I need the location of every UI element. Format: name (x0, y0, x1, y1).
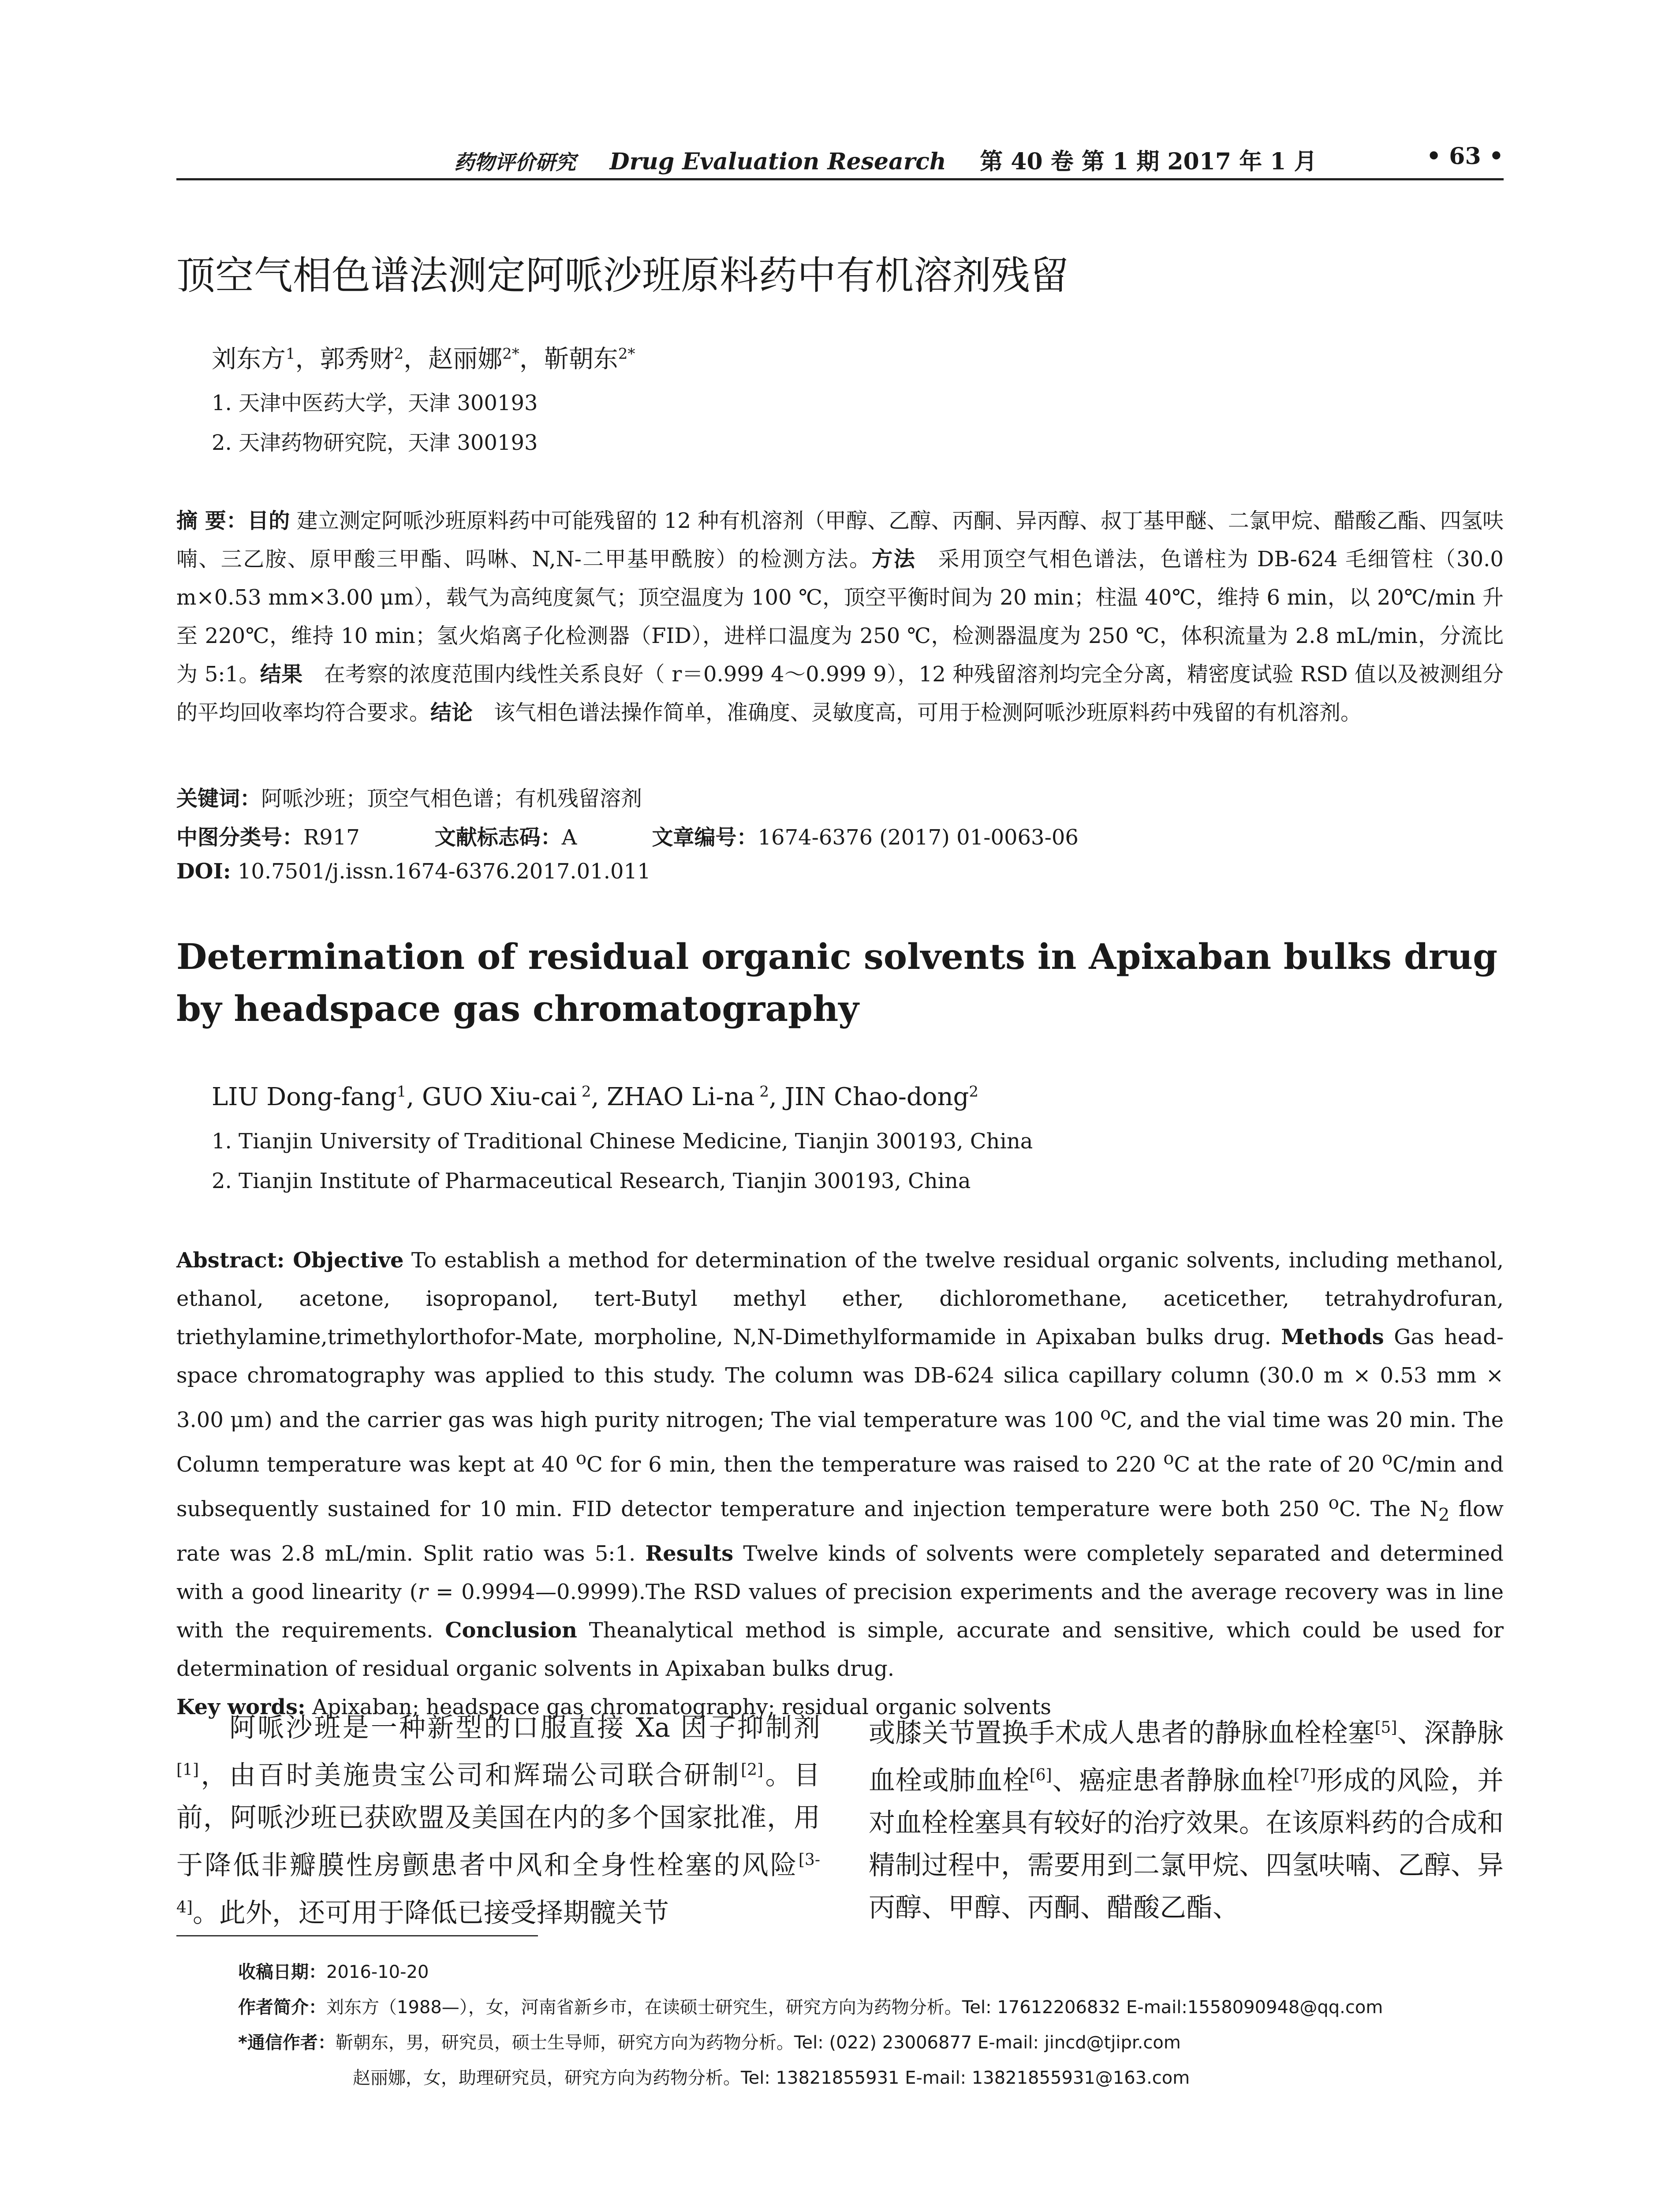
author-sup: 2 (754, 1083, 769, 1101)
citation[interactable]: [3-4] (176, 1851, 820, 1917)
header-rule (176, 178, 1504, 180)
body-column-right (869, 1707, 1504, 1929)
author: GUO Xiu-cai (422, 1083, 577, 1111)
methods-text: C. The N (1339, 1497, 1438, 1521)
journal-name-en: Drug Evaluation Research (609, 148, 946, 175)
body-text: 、深静脉血栓或肺血栓 (869, 1718, 1504, 1796)
methods-text: C for 6 min, then the temperature was raised to 220 (586, 1452, 1164, 1477)
journal-volume: 第 40 卷 第 1 期 2017 年 1 月 (980, 148, 1317, 175)
results-text: Twelve kinds of solvents were completely separated and determined with a good linearity ( (176, 1541, 1504, 1604)
doc-code-label: 文献标志码： (434, 825, 562, 850)
clc-label: 中图分类号： (176, 825, 304, 850)
doi-label: DOI: (176, 859, 231, 884)
running-header (176, 140, 1504, 180)
authors-zh: 刘东方$^1$，郭秀财$^2$，赵丽娜$^{2*}$，靳朝东$^{2*}$ (212, 345, 635, 374)
author-sup: 2 (394, 345, 404, 363)
classification-line (176, 820, 1079, 851)
authors-en: LIU Dong-fang$^1$, GUO Xiu-cai $^2$, ZHAO Li-na $^2$, JIN Chao-dong$^2$ (212, 1083, 979, 1111)
degree-sup: o (1382, 1448, 1393, 1469)
author: LIU Dong-fang (212, 1083, 397, 1111)
methods-text: flow rate was 2.8 mL/min. Split ratio was 5:1. (176, 1497, 1504, 1566)
received-label: 收稿日期： (238, 1962, 326, 1982)
author-sup: 1 (396, 1083, 407, 1101)
results-text: 在考察的浓度范围内线性关系良好（ r＝0.999 4～0.999 9），12 种残留溶剂均完全分离，精密度试验 RSD 值以及被测组分的平均回收率均符合要求。 (176, 662, 1504, 725)
objective-text: 建立测定阿哌沙班原料药中可能残留的 12 种有机溶剂（甲醇、乙醇、丙酮、异丙醇、叔丁基甲醚、二氯甲烷、醋酸乙酯、四氢呋喃、三乙胺、原甲酸三甲酯、吗啉、N,N-二甲基甲酰胺）的检测方法。 (176, 508, 1504, 572)
article-no-value: 1674-6376 (2017) 01-0063-06 (758, 825, 1079, 850)
body-text: 阿哌沙班是一种新型的口服直接 Xa 因子抑制剂 (229, 1712, 820, 1743)
affiliation-zh-2: 2. 天津药物研究院，天津 300193 (212, 430, 538, 455)
author: 赵丽娜 (428, 345, 503, 374)
body-text: ，由百时美施贵宝公司和辉瑞公司联合研制 (199, 1760, 741, 1791)
journal-info (454, 143, 1317, 176)
body-text: 、癌症患者静脉血栓 (1052, 1765, 1294, 1796)
citation[interactable]: [7] (1293, 1766, 1316, 1784)
methods-text: C at the rate of 20 (1174, 1452, 1382, 1477)
keywords-label: 关键词： (176, 786, 261, 811)
author: 刘东方 (212, 345, 286, 374)
results-label: 结果 (260, 662, 303, 687)
conclusion-label: Conclusion (445, 1618, 577, 1643)
keywords-zh (176, 781, 642, 812)
footnote-rule (176, 1935, 538, 1936)
citation[interactable]: [2] (741, 1761, 764, 1779)
subscript: 2 (1438, 1505, 1450, 1525)
footnote-bio (238, 1993, 1383, 2018)
doi-link[interactable]: 10.7501/j.issn.1674-6376.2017.01.011 (231, 859, 651, 884)
degree-sup: o (1100, 1404, 1111, 1424)
bio-text: 刘东方（1988—），女，河南省新乡市，在读硕士研究生，研究方向为药物分析。Tel: 17612206832 E-mail:1558090948@qq.com (326, 1997, 1383, 2018)
received-date: 2016-10-20 (326, 1962, 429, 1982)
abstract-zh (176, 502, 1504, 732)
author-sup: 2 (969, 1083, 979, 1101)
author: 郭秀财 (320, 345, 394, 374)
affiliation-en-2: 2. Tianjin Institute of Pharmaceutical Research, Tianjin 300193, China (212, 1169, 971, 1193)
journal-seal-logo: 药物评价研究 (454, 150, 576, 174)
citation[interactable]: [6] (1029, 1766, 1052, 1784)
abstract-objective-label: Abstract: Objective (176, 1248, 404, 1273)
clc-value: R917 (303, 825, 360, 850)
conclusion-text: 该气相色谱法操作简单，准确度、灵敏度高，可用于检测阿哌沙班原料药中残留的有机溶剂。 (473, 700, 1362, 725)
objective-label: 目的 (247, 508, 290, 533)
citation[interactable]: [1] (176, 1761, 199, 1779)
article-no-label: 文章编号： (652, 825, 758, 850)
footnote-corresponding-2: 赵丽娜，女，助理研究员，研究方向为药物分析。Tel: 13821855931 E-mail: 13821855931@163.com (353, 2068, 1190, 2088)
methods-text: 采用顶空气相色谱法，色谱柱为 DB-624 毛细管柱（30.0 m×0.53 mm×3.00 μm），载气为高纯度氮气；顶空温度为 100 ℃，顶空平衡时间为 20 min；柱温 40℃，维持 6 min，以 20℃/min 升至 220℃，维持 10 min；氢火焰离子化检测器（FID），进样口温度为 250 ℃，检测器温度为 250 ℃，体积流量为 2.8 mL/min，分流比为 5:1。 (176, 547, 1504, 687)
body-column-left (176, 1707, 820, 1934)
citation[interactable]: [5] (1374, 1719, 1397, 1737)
conclusion-label: 结论 (430, 700, 473, 725)
author: ZHAO Li-na (607, 1083, 755, 1111)
methods-label: 方法 (871, 547, 916, 572)
results-label: Results (645, 1541, 734, 1566)
degree-sup: o (576, 1448, 587, 1469)
methods-label: Methods (1281, 1325, 1384, 1349)
bio-label: 作者简介： (238, 1997, 326, 2018)
affiliation-en-1: 1. Tianjin University of Traditional Chinese Medicine, Tianjin 300193, China (212, 1129, 1033, 1154)
body-text: 。此外，还可用于降低已接受择期髋关节 (192, 1898, 669, 1928)
author-sup: 2 (577, 1083, 591, 1101)
degree-sup: o (1163, 1448, 1174, 1469)
title-en: Determination of residual organic solvents in Apixaban bulks drug by headspace gas chromatography (176, 936, 1498, 1029)
methods-text: C, and the vial time was 20 min. The Column temperature was kept at 40 (176, 1408, 1504, 1477)
abstract-en (176, 1241, 1504, 1727)
corresponding-text-1: 靳朝东，男，研究员，硕士生导师，研究方向为药物分析。Tel: (022) 23006877 E-mail: jincd@tjipr.com (335, 2033, 1181, 2053)
conclusion-text: Theanalytical method is simple, accurate and sensitive, which could be used for determination of residual organic solvents in Apixaban bulks drug. (176, 1618, 1504, 1681)
keywords-en-label: Key words: (176, 1694, 306, 1719)
footnote-received (238, 1958, 429, 1983)
methods-text: C/min and subsequently sustained for 10 min. FID detector temperature and injection temperature were both 250 (176, 1452, 1504, 1521)
methods-text: Gas head-space chromatography was applied to this study. The column was DB-624 silica capillary column (30.0 m × 0.53 mm × 3.00 μm) and the carrier gas was high purity nitrogen; The vial temperature was 100 (176, 1325, 1504, 1432)
author-sup: 2* (618, 345, 635, 363)
doc-code-value: A (561, 825, 577, 850)
author: JIN Chao-dong (784, 1083, 969, 1111)
author-sup: 2* (502, 345, 519, 363)
keywords-value: 阿哌沙班；顶空气相色谱；有机残留溶剂 (261, 786, 642, 811)
title-zh: 顶空气相色谱法测定阿哌沙班原料药中有机溶剂残留 (176, 253, 1069, 298)
r-symbol: r (418, 1579, 428, 1604)
page-number: • 63 • (1426, 143, 1504, 170)
abstract-label: 摘 要： (176, 508, 248, 533)
doi-line (176, 859, 651, 884)
results-text: = 0.9994—0.9999).The RSD values of precision experiments and the average recovery was in line with the requirements. (176, 1579, 1504, 1643)
body-text: 。目前，阿哌沙班已获欧盟及美国在内的多个国家批准，用于降低非瓣膜性房颤患者中风和全身性栓塞的风险 (176, 1760, 821, 1881)
corresponding-label: *通信作者： (238, 2033, 336, 2053)
degree-sup: o (1328, 1493, 1339, 1513)
author-sup: 1 (286, 345, 295, 363)
keywords-en-value: Apixaban; headspace gas chromatography; residual organic solvents (305, 1694, 1052, 1719)
body-text: 或膝关节置换手术成人患者的静脉血栓栓塞 (869, 1718, 1375, 1749)
affiliation-zh-1: 1. 天津中医药大学，天津 300193 (212, 391, 538, 415)
footnote-corresponding (238, 2029, 1181, 2054)
author: 靳朝东 (544, 345, 618, 374)
body-text: 形成的风险，并对血栓栓塞具有较好的治疗效果。在该原料药的合成和精制过程中，需要用到二氯甲烷、四氢呋喃、乙醇、异丙醇、甲醇、丙酮、醋酸乙酯、 (869, 1765, 1504, 1923)
objective-text: To establish a method for determination of the twelve residual organic solvents, including methanol, ethanol, acetone, isopropanol, tert-Butyl methyl ether, dichloromethane, aceticether, tetrahydrofuran, triethylamine,trimethylorthofor-Mate, morpholine, N,N-Dimethylformamide in Apixaban bulks drug. (176, 1248, 1504, 1349)
